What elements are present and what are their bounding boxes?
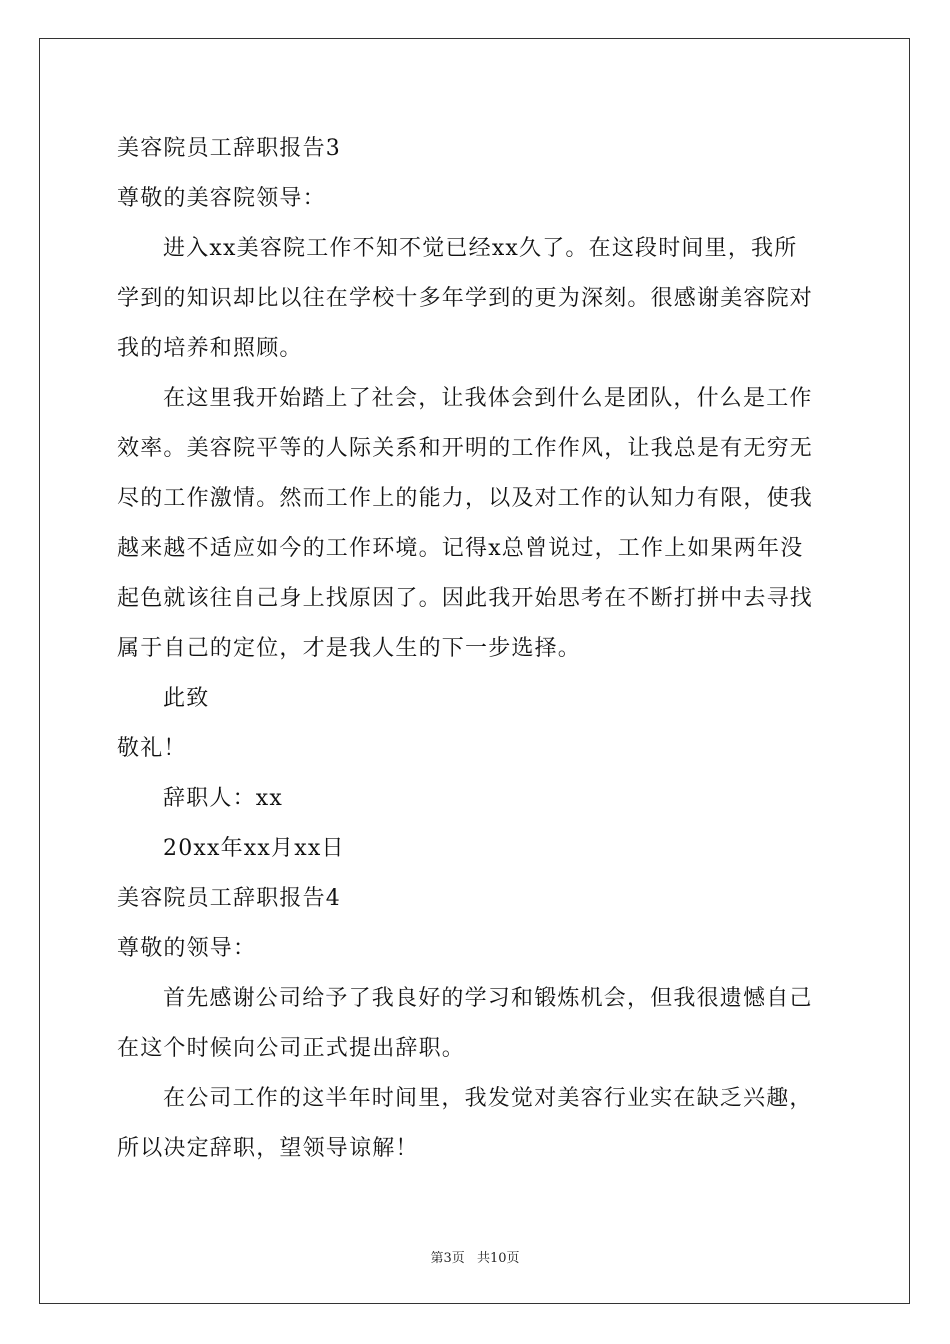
section-title-4: 美容院员工辞职报告4 xyxy=(117,886,341,911)
paragraph-line: 学到的知识却比以往在学校十多年学到的更为深刻。很感谢美容院对 xyxy=(117,286,814,311)
page-total: 共10页 xyxy=(476,1251,520,1266)
closing-phrase: 此致 xyxy=(163,686,210,711)
paragraph-line: 我的培养和照顾。 xyxy=(117,336,303,361)
document-body xyxy=(117,124,837,1174)
date: 20xx年xx月xx日 xyxy=(163,836,345,861)
paragraph-line: 进入xx美容院工作不知不觉已经xx久了。在这段时间里，我所 xyxy=(163,236,798,261)
page-number: 第3页 xyxy=(430,1251,465,1266)
paragraph-line: 在这里我开始踏上了社会，让我体会到什么是团队，什么是工作 xyxy=(163,386,813,411)
paragraph-line: 在公司工作的这半年时间里，我发觉对美容行业实在缺乏兴趣， xyxy=(163,1086,813,1111)
closing-salute: 敬礼！ xyxy=(117,736,187,761)
paragraph-line: 所以决定辞职，望领导谅解！ xyxy=(117,1136,419,1161)
paragraph-line: 首先感谢公司给予了我良好的学习和锻炼机会，但我很遗憾自己 xyxy=(163,986,813,1011)
paragraph-line: 在这个时候向公司正式提出辞职。 xyxy=(117,1036,466,1061)
signature: 辞职人：xx xyxy=(163,786,284,811)
salutation: 尊敬的美容院领导： xyxy=(117,186,326,211)
page-footer xyxy=(0,1247,950,1266)
paragraph-line: 属于自己的定位，才是我人生的下一步选择。 xyxy=(117,636,582,661)
paragraph-line: 效率。美容院平等的人际关系和开明的工作作风，让我总是有无穷无 xyxy=(117,436,814,461)
paragraph-line: 起色就该往自己身上找原因了。因此我开始思考在不断打拼中去寻找 xyxy=(117,586,814,611)
paragraph-line: 尽的工作激情。然而工作上的能力，以及对工作的认知力有限，使我 xyxy=(117,486,814,511)
paragraph-line: 越来越不适应如今的工作环境。记得x总曾说过，工作上如果两年没 xyxy=(117,536,804,561)
section-title-3: 美容院员工辞职报告3 xyxy=(117,136,341,161)
salutation: 尊敬的领导： xyxy=(117,936,257,961)
